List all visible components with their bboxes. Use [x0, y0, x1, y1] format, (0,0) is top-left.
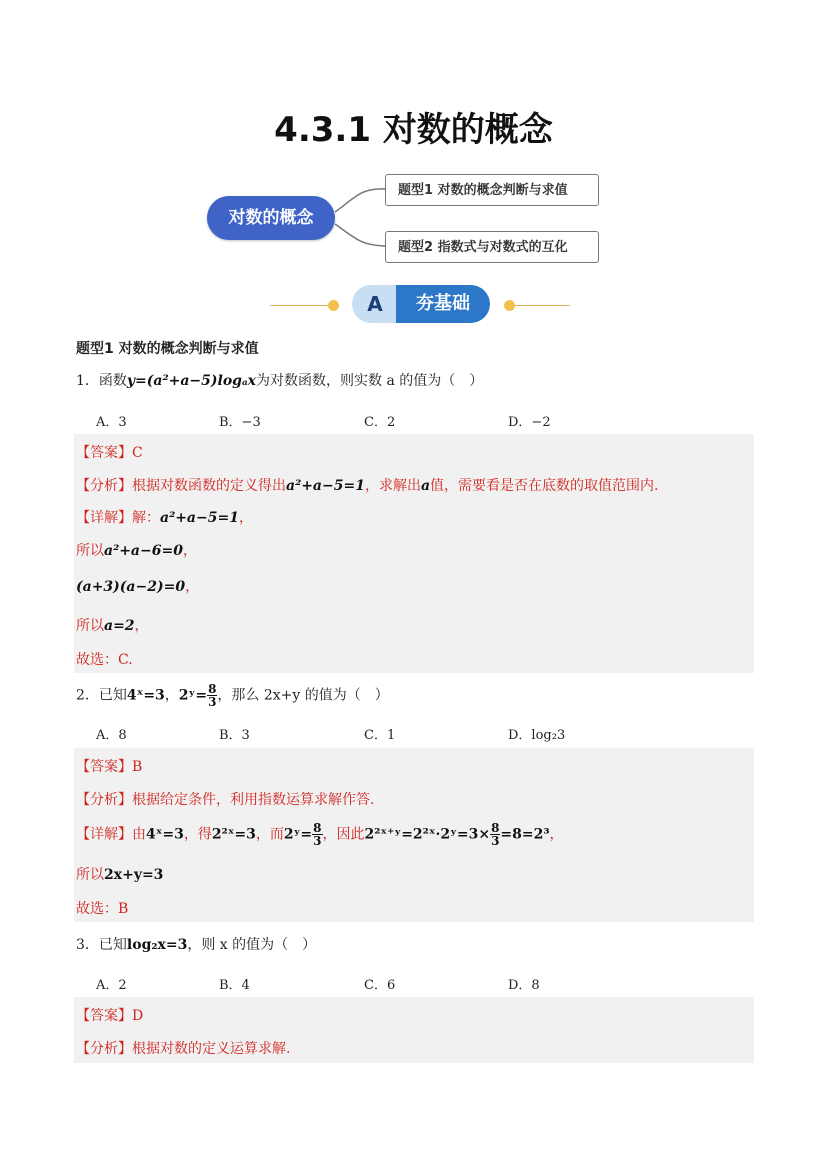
q3-analysis-line: [76, 1038, 290, 1058]
q1-option-b: B．−3: [219, 415, 261, 430]
q2-answer-tag: 【答案】: [76, 759, 132, 775]
q1-detail-text: 解：: [132, 510, 160, 526]
q2-choose: 故选：B: [76, 901, 129, 917]
q1-analysis-var: a: [420, 478, 431, 494]
q3-number: 3．已知: [76, 937, 127, 953]
q1-step-3-expression: a=2: [104, 618, 135, 634]
banner-right-line: [515, 305, 570, 306]
q2-detail-expr-1: 4ˣ=3: [146, 826, 184, 843]
q2-result-line: [76, 864, 163, 884]
q3-option-c: C．6: [364, 978, 396, 993]
question-1: [76, 370, 483, 390]
q2-detail-expr-3: 2ʸ=: [283, 826, 313, 843]
q2-option-b: B．3: [219, 728, 250, 743]
q3-answer: D: [132, 1008, 144, 1024]
banner-left-dot: [328, 300, 339, 311]
banner-label: 夯基础: [396, 285, 490, 323]
q2-fraction-denominator: 3: [208, 695, 217, 709]
q2-condition-1: 4ˣ=3: [126, 687, 165, 704]
q1-step-1: 所以a²+a−6=0，: [76, 543, 197, 559]
q2-detail-expr-5: =8=2³: [500, 826, 550, 843]
q2-number: 2．已知: [76, 687, 127, 704]
q2-separator: ，: [164, 687, 179, 704]
q3-analysis-tag: 【分析】: [76, 1041, 132, 1057]
question-2: [76, 683, 389, 708]
q2-detail-fraction-1: [312, 822, 322, 847]
q1-number: 1．函数: [76, 373, 127, 389]
q3-option-b: B．4: [219, 978, 250, 993]
q1-answer: C: [132, 445, 143, 461]
q1-so-1: 所以: [76, 543, 104, 559]
q3-analysis-text: 根据对数的定义运算求解.: [132, 1041, 291, 1057]
mind-map-branch-type1: 题型1 对数的概念判断与求值: [385, 174, 599, 206]
banner-letter: A: [367, 292, 383, 316]
q2-detail-tag: 【详解】: [76, 826, 132, 843]
q2-answer: B: [132, 759, 143, 775]
q2-detail-text-a: 由: [132, 826, 146, 843]
q2-detail-fraction-1-num: 8: [313, 821, 322, 835]
q2-result: 2x+y=3: [104, 867, 164, 883]
q1-option-c: C．2: [364, 415, 396, 430]
q2-detail-fraction-1-den: 3: [313, 834, 322, 848]
q1-option-a: A．3: [96, 415, 127, 430]
q2-fraction-numerator: 8: [208, 682, 217, 696]
q2-detail-text-e: ，: [549, 826, 564, 843]
q2-analysis-tag: 【分析】: [76, 792, 132, 808]
q1-analysis-text: 根据对数函数的定义得出: [132, 478, 286, 494]
q1-step-3: 所以a=2，: [76, 618, 149, 634]
q2-detail-line: [76, 822, 564, 847]
q3-expression: log₂x=3: [126, 937, 188, 953]
banner-right-dot: [504, 300, 515, 311]
q1-option-d: D．−2: [508, 415, 551, 430]
q2-detail-expr-4: 2²ˣ⁺ʸ=2²ˣ·2ʸ=3×: [364, 826, 491, 843]
q1-expression: y=(a²+a−5)logₐx: [126, 373, 257, 389]
q2-detail-fraction-2: [490, 822, 500, 847]
q2-so: 所以: [76, 867, 104, 883]
q1-choose: 故选：C.: [76, 652, 133, 668]
q1-analysis-expression: a²+a−5=1: [286, 478, 365, 494]
q1-step-2-expression: (a+3)(a−2)=0: [76, 579, 186, 595]
q1-analysis-text-3: 值，需要看是否在底数的取值范围内.: [430, 478, 659, 494]
q2-condition-2: 2ʸ=: [178, 687, 208, 704]
q1-analysis-tag: 【分析】: [76, 478, 132, 494]
q1-step-1-expression: a²+a−6=0: [104, 543, 183, 559]
q2-detail-text-d: ，因此: [322, 826, 365, 843]
banner-left-line: [270, 305, 328, 306]
mind-map-branch-type2: 题型2 指数式与对数式的互化: [385, 231, 599, 263]
q3-text: ，则 x 的值为（ ）: [187, 937, 317, 953]
q2-detail-expr-2: 2²ˣ=3: [211, 826, 256, 843]
q2-analysis-text: 根据给定条件，利用指数运算求解作答.: [132, 792, 375, 808]
q1-detail-tag: 【详解】: [76, 510, 132, 526]
q2-detail-text-b: ，得: [183, 826, 212, 843]
q3-option-d: D．8: [508, 978, 540, 993]
q2-condition-2-fraction: [207, 683, 217, 708]
q3-answer-line: [76, 1005, 143, 1025]
q1-analysis-text-2: ，求解出: [364, 478, 421, 494]
question-3: [76, 934, 316, 954]
q1-answer-tag: 【答案】: [76, 445, 132, 461]
q2-text: ，那么 2x+y 的值为（ ）: [217, 687, 389, 704]
q1-detail-comma: ，: [238, 510, 253, 526]
q1-step-2: (a+3)(a−2)=0，: [76, 579, 200, 595]
q1-detail-line: [76, 507, 253, 527]
page-title: 4.3.1 对数的概念: [274, 110, 553, 150]
q1-text: 为对数函数，则实数 a 的值为（ ）: [256, 373, 484, 389]
q1-answer-line: [76, 442, 143, 462]
q2-option-a: A．8: [96, 728, 127, 743]
q2-detail-fraction-2-den: 3: [491, 834, 500, 848]
section-banner: [270, 285, 570, 325]
mind-map-center-node: 对数的概念: [207, 196, 335, 240]
q1-detail-expression: a²+a−5=1: [160, 510, 239, 526]
q2-option-c: C．1: [364, 728, 396, 743]
banner-pill: [352, 285, 490, 323]
q2-detail-fraction-2-num: 8: [491, 821, 500, 835]
q2-detail-text-c: ，而: [255, 826, 284, 843]
q2-answer-line: [76, 756, 142, 776]
q3-answer-tag: 【答案】: [76, 1008, 132, 1024]
q1-so-2: 所以: [76, 618, 104, 634]
q2-option-d: D．log₂3: [508, 728, 566, 743]
q2-analysis-line: [76, 789, 374, 809]
question-type-heading: 题型1 对数的概念判断与求值: [76, 341, 259, 357]
q3-option-a: A．2: [96, 978, 127, 993]
q1-analysis-line: [76, 475, 658, 495]
